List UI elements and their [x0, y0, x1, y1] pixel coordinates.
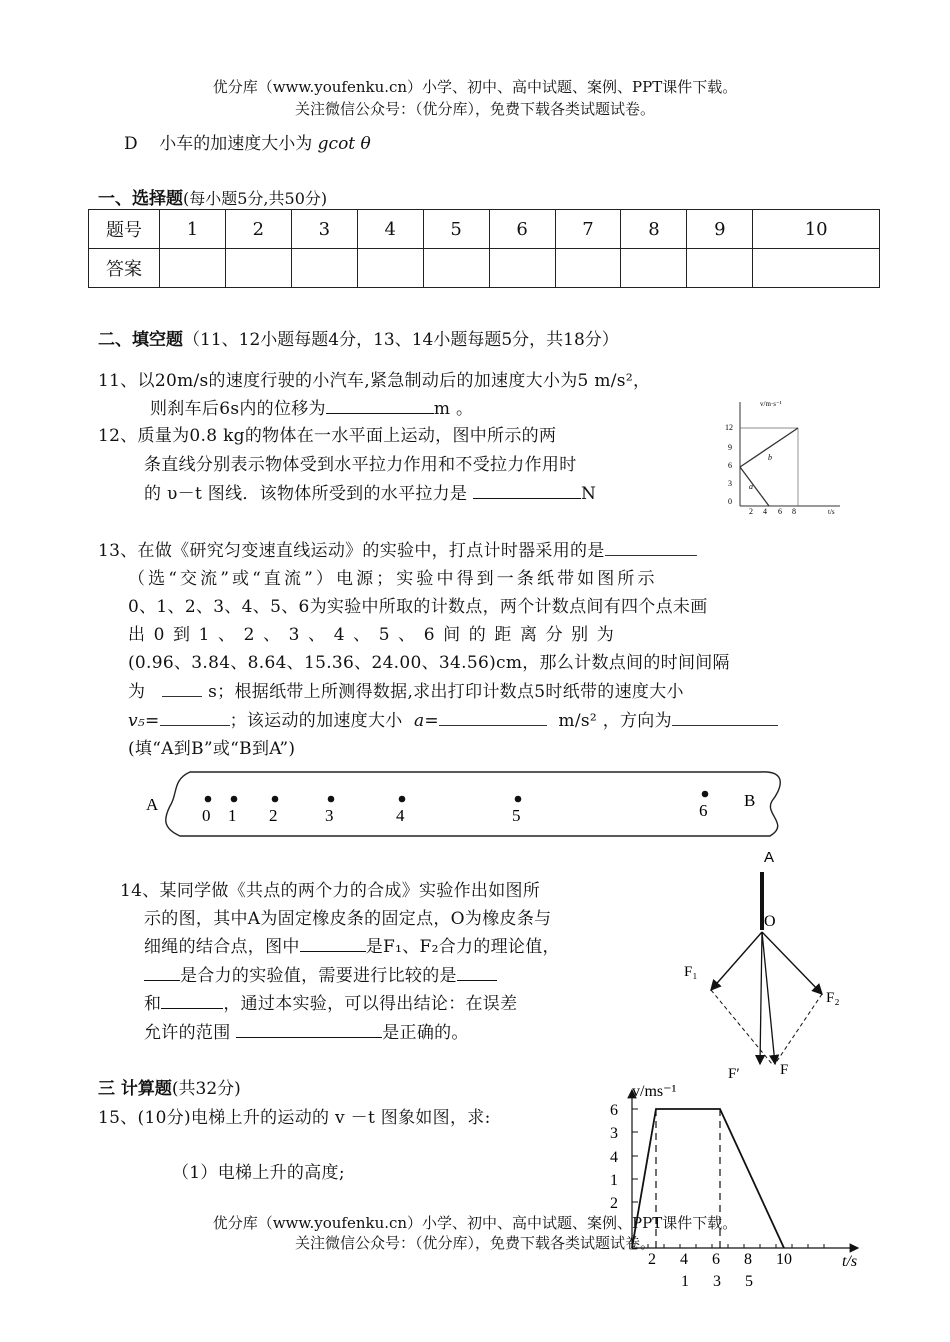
- answer-cell[interactable]: [621, 249, 687, 288]
- header-line-1: 优分库（www.youfenku.cn）小学、初中、高中试题、案例、PPT课件下载。: [212, 78, 738, 96]
- q14-blank-compare1[interactable]: [457, 964, 497, 981]
- tape-point-label: 5: [512, 806, 521, 825]
- q12-line3-text: 的 υ－t 图线．该物体所受到的水平拉力是: [144, 484, 468, 504]
- fig-label-a: A: [764, 849, 775, 866]
- q14-blank-experimental[interactable]: [144, 964, 180, 981]
- q13-line7-unit: m/s² ，方向为: [558, 711, 672, 731]
- parallelogram-dash: [711, 990, 772, 1064]
- q15-sub1: （1）电梯上升的高度;: [172, 1163, 345, 1183]
- answer-table-number: 7: [555, 210, 621, 249]
- answer-table-number: 3: [291, 210, 357, 249]
- q13-line6: [128, 677, 684, 702]
- q15-ytick: 3: [610, 1125, 618, 1142]
- q13-blank-power[interactable]: [605, 539, 697, 556]
- q13-line1: [98, 536, 697, 561]
- answer-table: [88, 209, 880, 288]
- tape-point-label: 6: [699, 801, 708, 820]
- fig-label-o: O: [764, 913, 776, 930]
- tape-point-label: 4: [396, 806, 405, 825]
- q12-xtick: 2: [749, 507, 753, 516]
- answer-table-number: 1: [160, 210, 226, 249]
- q13-line7-text: ；该运动的加速度大小: [229, 711, 403, 731]
- q14-line2: 示的图，其中A为固定橡皮条的固定点，O为橡皮条与: [144, 909, 552, 929]
- q12-ytick: 9: [728, 443, 732, 452]
- q14-line3-end: 是F₁、F₂合力的理论值，: [365, 937, 560, 957]
- q13-line2: （选“交流”或“直流”）电源；实验中得到一条纸带如图所示: [128, 569, 658, 589]
- q14-line3: [144, 932, 560, 957]
- force-f2-arrow: [762, 932, 822, 994]
- q12-label-b: b: [768, 453, 772, 462]
- q13-blank-interval[interactable]: [162, 680, 202, 697]
- section3-title: 三 计算题: [98, 1079, 172, 1099]
- q12-line2: 条直线分别表示物体受到水平拉力作用和不受拉力作用时: [144, 455, 577, 475]
- q14-line4-text: 是合力的实验值，需要进行比较的是: [180, 966, 457, 986]
- q13-blank-direction[interactable]: [672, 709, 778, 726]
- tape-dot: [702, 791, 709, 798]
- q15-xtick-bottom: 5: [745, 1273, 753, 1290]
- section2-heading: [98, 325, 619, 350]
- q12-unit: N: [581, 484, 597, 504]
- q12-ytick: 0: [728, 497, 732, 506]
- q11-blank[interactable]: [326, 397, 434, 414]
- q13-line1-text: 13、在做《研究匀变速直线运动》的实验中，打点计时器采用的是: [98, 541, 605, 561]
- answer-cell[interactable]: [753, 249, 880, 288]
- q15-ytick: 4: [610, 1149, 618, 1166]
- q15-xtick: 2: [648, 1251, 656, 1268]
- force-f-arrow: [762, 932, 775, 1064]
- answer-cell[interactable]: [555, 249, 621, 288]
- q13-v5-label: v₅=: [128, 711, 160, 731]
- q12-xtick: 6: [778, 507, 782, 516]
- q11-line2-text: 则刹车后6s内的位移为: [150, 399, 326, 419]
- tape-outline: [166, 772, 781, 836]
- answer-table-number: 5: [423, 210, 489, 249]
- q12-ylabel: v/m·s⁻¹: [760, 400, 782, 408]
- q12-ytick: 3: [728, 479, 732, 488]
- q15-ytick: 1: [610, 1172, 618, 1189]
- tape-label-b: B: [744, 791, 756, 810]
- q15-xtick: 6: [712, 1251, 720, 1268]
- q15-xtick: 4: [680, 1251, 688, 1268]
- answer-table-row-header: 题号: [89, 210, 160, 249]
- q14-line5-text: ，通过本实验，可以得出结论：在误差: [223, 994, 518, 1014]
- q14-line6-text: 允许的范围: [144, 1023, 231, 1043]
- q15-ytick: 6: [610, 1102, 618, 1119]
- q11-line1: 11、以20m/s的速度行驶的小汽车,紧急制动后的加速度大小为5 m/s²，: [98, 371, 651, 391]
- option-d-formula: gcot θ: [317, 134, 371, 154]
- section2-title: 二、填空题: [98, 330, 183, 350]
- tape-label-a: A: [146, 795, 159, 814]
- q14-line5: [144, 989, 517, 1014]
- q12-line3: [144, 479, 596, 504]
- answer-table-row-numbers: [89, 210, 880, 249]
- q14-blank-theory[interactable]: [300, 935, 366, 952]
- tape-dot: [231, 796, 238, 803]
- q15-line1: 15、(10分)电梯上升的运动的 v －t 图象如图，求:: [98, 1108, 491, 1128]
- q14-line4: [144, 961, 497, 986]
- q15-xtick-bottom: 3: [713, 1273, 721, 1290]
- q15-vt-graph: [604, 1076, 868, 1292]
- answer-cell[interactable]: [291, 249, 357, 288]
- answer-table-number: 10: [753, 210, 880, 249]
- q12-blank[interactable]: [473, 482, 581, 499]
- section2-note: （11、12小题每题4分，13、14小题每题5分，共18分）: [183, 330, 619, 350]
- q13-line4: 出 0 到 1 、 2 、 3 、 4 、 5 、 6 间 的 距 离 分 别 为: [128, 625, 616, 645]
- answer-table-number: 4: [357, 210, 423, 249]
- tape-point-label: 3: [325, 806, 334, 825]
- q14-line5-and: 和: [144, 994, 162, 1014]
- footer-line-1: 优分库（www.youfenku.cn）小学、初中、高中试题、案例、PPT课件下载。: [212, 1214, 738, 1232]
- q11-unit: m 。: [433, 399, 474, 419]
- q12-xlabel: t/s: [828, 508, 835, 516]
- tape-dot: [205, 796, 212, 803]
- header-line-2: 关注微信公众号：（优分库），免费下载各类试题试卷。: [294, 100, 655, 118]
- q13-line7: [128, 706, 778, 731]
- answer-table-row-answers: [89, 249, 880, 288]
- q14-blank-conclusion[interactable]: [236, 1021, 382, 1038]
- q14-line3-text: 细绳的结合点，图中: [144, 937, 300, 957]
- parallelogram-dash: [775, 994, 822, 1064]
- section3-heading: [98, 1074, 241, 1099]
- fig-label-f2: F₂: [826, 990, 840, 1006]
- force-fprime-arrow: [760, 932, 762, 1064]
- answer-table-number: 9: [687, 210, 753, 249]
- q15-xtick: 8: [744, 1251, 752, 1268]
- option-d: [124, 129, 371, 154]
- tape-dot: [515, 796, 522, 803]
- section3-note: (共32分): [171, 1079, 241, 1099]
- q13-blank-v5[interactable]: [160, 709, 230, 726]
- section1-note: (每小题5分,共50分): [183, 189, 328, 208]
- force-diagram: [676, 846, 872, 1082]
- tape-point-label: 0: [202, 806, 211, 825]
- tape-point-label: 2: [269, 806, 278, 825]
- answer-table-number: 2: [225, 210, 291, 249]
- q11-line2: [150, 394, 473, 419]
- tape-dot: [328, 796, 335, 803]
- answer-cell[interactable]: [160, 249, 226, 288]
- q15-ylabel: v/ms⁻¹: [632, 1083, 677, 1100]
- answer-table-number: 6: [489, 210, 555, 249]
- q13-line3: 0、1、2、3、4、5、6为实验中所取的计数点，两个计数点间有四个点未画: [128, 597, 708, 617]
- q15-xlabel: t/s: [842, 1253, 858, 1270]
- q14-line1: 14、某同学做《共点的两个力的合成》实验作出如图所: [120, 881, 541, 901]
- q12-xtick: 8: [792, 507, 796, 516]
- q13-line6-prefix: 为: [128, 682, 146, 702]
- section1-title: 一、选择题: [98, 189, 183, 209]
- q15-xtick-bottom: 1: [681, 1273, 689, 1290]
- fig-label-f1: F₁: [684, 964, 698, 980]
- answer-table-answer-header: 答案: [89, 249, 160, 288]
- answer-table-number: 8: [621, 210, 687, 249]
- q12-ytick: 6: [728, 461, 732, 470]
- answer-cell[interactable]: [687, 249, 753, 288]
- paper-tape: [140, 766, 810, 844]
- q13-line8: (填“A到B”或“B到A”): [128, 739, 296, 759]
- q13-line5: (0.96、3.84、8.64、15.36、24.00、34.56)cm，那么计数点间的时间间隔: [128, 653, 730, 673]
- q13-blank-a[interactable]: [439, 709, 547, 726]
- q12-vt-graph: [722, 394, 844, 516]
- option-d-text: 小车的加速度大小为: [159, 134, 313, 154]
- fig-label-f: F: [780, 1062, 789, 1078]
- fig-label-fprime: F′: [728, 1066, 740, 1082]
- q13-line6-text: s；根据纸带上所测得数据,求出打印计数点5时纸带的速度大小: [208, 682, 684, 702]
- footer-line-2: 关注微信公众号：（优分库），免费下载各类试题试卷。: [294, 1234, 655, 1252]
- q12-ytick: 12: [725, 423, 733, 432]
- q12-label-a: a: [749, 482, 753, 491]
- q14-line6-end: 是正确的。: [382, 1023, 469, 1043]
- q15-xtick: 10: [776, 1251, 792, 1268]
- tape-dot: [272, 796, 279, 803]
- option-d-letter: D: [124, 134, 138, 154]
- answer-cell[interactable]: [489, 249, 555, 288]
- section1-heading: [98, 184, 327, 209]
- answer-cell[interactable]: [357, 249, 423, 288]
- q14-line6: [144, 1018, 469, 1043]
- tape-dot: [399, 796, 406, 803]
- force-f1-arrow: [711, 932, 762, 990]
- answer-cell[interactable]: [225, 249, 291, 288]
- q12-line-a: [740, 467, 769, 506]
- answer-cell[interactable]: [423, 249, 489, 288]
- tape-point-label: 1: [228, 806, 237, 825]
- q13-a-label: a=: [414, 711, 439, 731]
- q14-blank-compare2[interactable]: [161, 992, 223, 1009]
- q12-line1: 12、质量为0.8 kg的物体在一水平面上运动，图中所示的两: [98, 426, 557, 446]
- q12-xtick: 4: [763, 507, 767, 516]
- q15-ytick: 2: [610, 1195, 618, 1212]
